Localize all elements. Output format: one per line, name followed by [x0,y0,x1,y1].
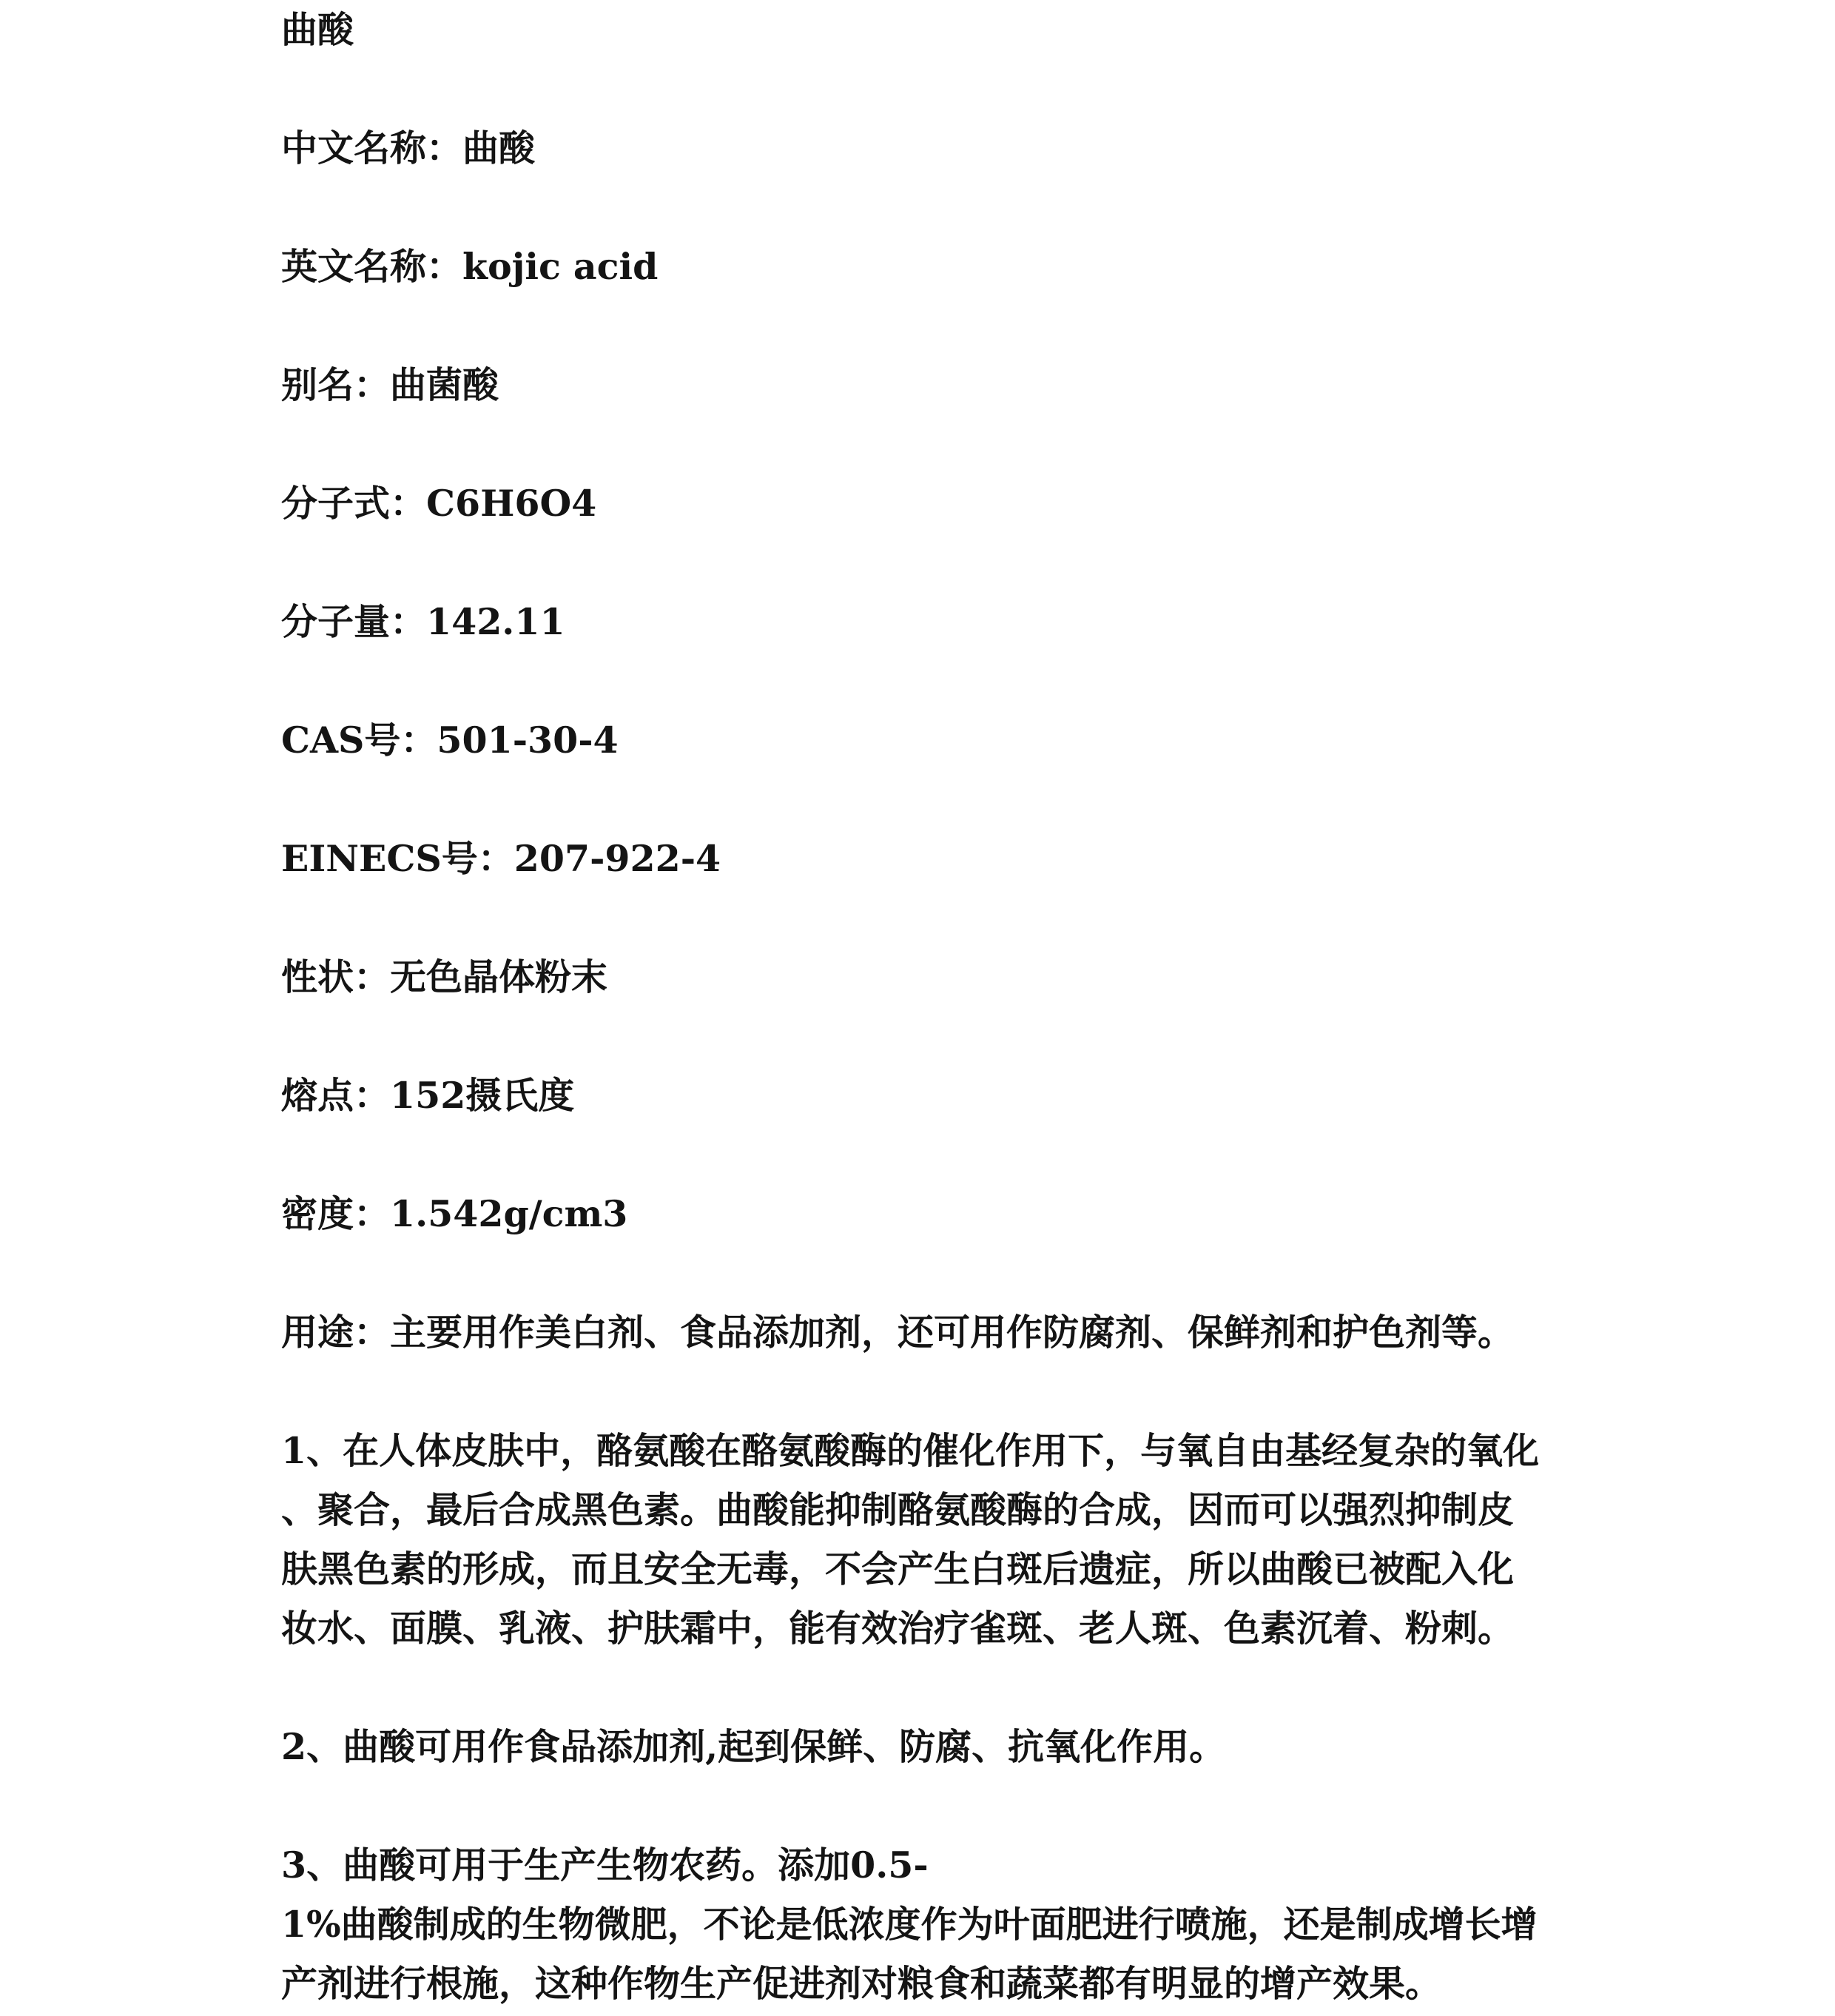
field-label: 分子式： [281,482,427,525]
field-label: 用途： [281,1311,391,1354]
paragraph-food-additive [281,1717,1583,1776]
field-alias [281,355,499,414]
field-label: 性状： [281,955,391,998]
paragraph-line: 产剂进行根施，这种作物生产促进剂对粮食和蔬菜都有明显的增产效果。 [281,1962,1442,2005]
field-value: 主要用作美白剂、食品添加剂，还可用作防腐剂、保鲜剂和护色剂等。 [390,1311,1515,1354]
field-english-name [281,237,658,296]
field-density [281,1184,627,1243]
field-label: 中文名称： [281,127,463,169]
field-value: 曲菌酸 [390,363,499,406]
field-cas-number [281,710,619,770]
field-value: 501-30-4 [437,719,619,762]
field-label: 熔点： [281,1074,391,1117]
field-label: CAS号： [281,719,437,762]
field-melting-point [281,1066,574,1125]
field-label: EINECS号： [281,837,514,880]
document-title [281,0,354,59]
paragraph-line: 、聚合，最后合成黑色素。曲酸能抑制酪氨酸酶的合成，因而可以强烈抑制皮 [281,1488,1515,1531]
field-value: 152摄氏度 [390,1074,575,1117]
field-appearance [281,947,607,1007]
field-value: 曲酸 [462,127,536,169]
field-label: 分子量： [281,600,427,643]
paragraph-line: 3、曲酸可用于生产生物农药。添加0.5- [281,1844,929,1886]
field-value: 无色晶体粉末 [390,955,608,998]
field-einecs-number [281,829,721,888]
field-value: 207-922-4 [514,837,721,880]
paragraph-line: 妆水、面膜、乳液、护肤霜中，能有效治疗雀斑、老人斑、色素沉着、粉刺。 [281,1607,1515,1650]
field-chinese-name [281,118,535,178]
field-molecular-weight [281,592,565,651]
field-value: 1.542g/cm3 [390,1192,628,1235]
field-value: C6H6O4 [426,482,597,525]
field-value: 142.11 [426,600,565,643]
field-value: kojic acid [462,245,659,288]
paragraph-biopesticide [281,1835,1583,2013]
title-text: 曲酸 [281,8,354,51]
field-molecular-formula [281,474,596,533]
field-uses [281,1303,1514,1362]
paragraph-line: 1、在人体皮肤中，酪氨酸在酪氨酸酶的催化作用下，与氧自由基经复杂的氧化 [281,1429,1540,1472]
paragraph-line: 2、曲酸可用作食品添加剂,起到保鲜、防腐、抗氧化作用。 [281,1725,1226,1768]
paragraph-line: 肤黑色素的形成，而且安全无毒，不会产生白斑后遗症，所以曲酸已被配入化 [281,1548,1515,1590]
field-label: 密度： [281,1192,391,1235]
paragraph-line: 1%曲酸制成的生物微肥，不论是低浓度作为叶面肥进行喷施，还是制成增长增 [281,1903,1538,1946]
field-label: 英文名称： [281,245,463,288]
paragraph-skin-whitening [281,1421,1583,1658]
field-label: 别名： [281,363,391,406]
